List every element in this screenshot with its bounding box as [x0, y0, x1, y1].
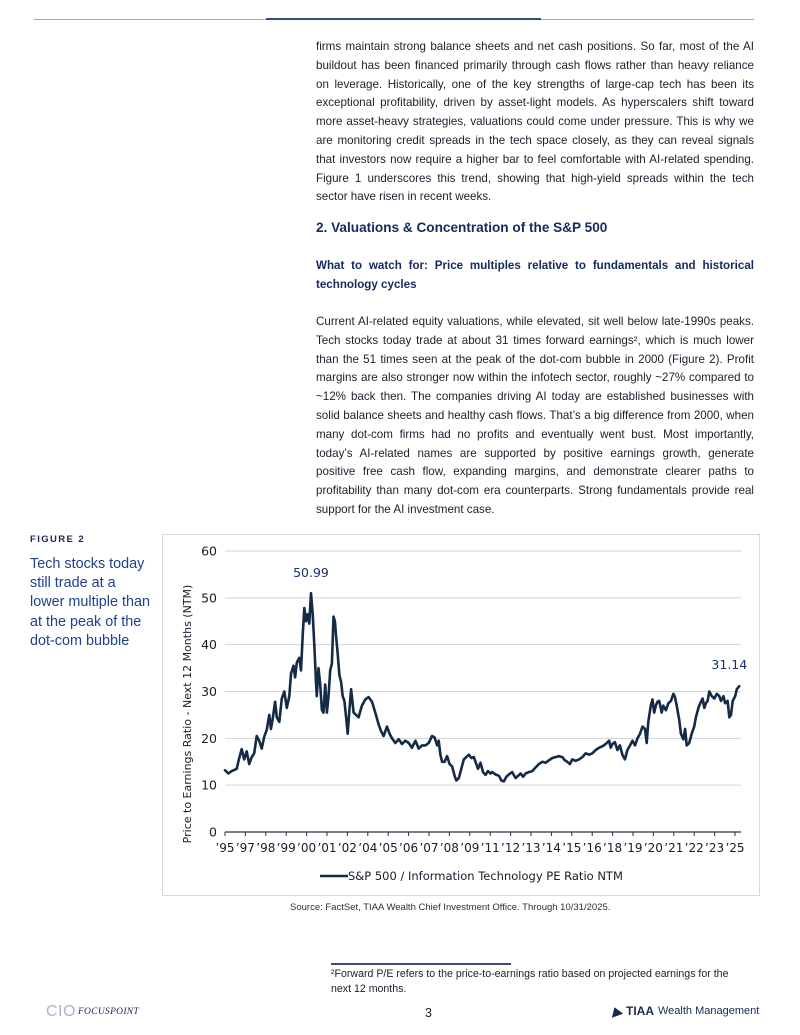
x-tick-label: ’97 — [235, 841, 255, 855]
intro-paragraph: firms maintain strong balance sheets and net cash positions. So far, most of the AI buildout has been financed primarily through cash flows rather than heavy reliance on leverage. Historically, one of the key strengths of large-cap tech has been its exceptional profitability, driven by asset-light models. As hyperscalers shift toward more asset-heavy strategies, valuations could come under pressure. This is why we are monitoring credit spreads in the tech space closely, as they can reveal signals that investors now require a higher bar to feel comfortable with AI-related spending. Figure 1 underscores this trend, showing that high-yield spreads within the tech sector have risen in recent weeks. — [316, 40, 754, 204]
x-tick-label: ’02 — [337, 841, 357, 855]
focuspoint-logo-text: FOCUSPOINT — [77, 1007, 140, 1017]
page-number: 3 — [425, 1006, 432, 1020]
section-heading: 2. Valuations & Concentration of the S&P 500 — [316, 220, 608, 235]
x-tick-labels — [215, 832, 744, 855]
y-axis-label: Price to Earnings Ratio - Next 12 Months (NTM) — [181, 584, 194, 844]
top-rule — [34, 19, 754, 20]
x-tick-label: ’01 — [317, 841, 337, 855]
chart-container — [162, 534, 760, 896]
y-tick-label: 10 — [201, 777, 217, 793]
x-tick-label: ’12 — [501, 841, 521, 855]
figure-caption: Tech stocks today still trade at a lower multiple than at the peak of the dot-com bubble — [30, 556, 150, 649]
y-tick-label: 0 — [209, 824, 217, 840]
x-tick-label: ’22 — [684, 841, 704, 855]
x-tick-label: ’99 — [276, 841, 296, 855]
y-tick-label: 60 — [201, 543, 217, 559]
x-tick-label: ’95 — [215, 841, 235, 855]
x-tick-label: ’00 — [297, 841, 317, 855]
tiaa-arrow-icon — [609, 1005, 623, 1018]
y-tick-labels — [201, 544, 217, 840]
y-tick-label: 20 — [201, 730, 217, 746]
annotation-latest-value: 31.14 — [711, 657, 748, 673]
x-tick-label: ’07 — [419, 841, 439, 855]
x-tick-label: ’05 — [378, 841, 398, 855]
footnote: ²Forward P/E refers to the price-to-earnings ratio based on projected earnings for the next 12 months. — [331, 968, 729, 995]
x-tick-label: ’11 — [480, 841, 500, 855]
x-tick-label: ’23 — [705, 841, 725, 855]
y-tick-label: 40 — [201, 637, 217, 653]
series-line-sp500-infotech — [225, 593, 739, 781]
x-tick-label: ’15 — [562, 841, 582, 855]
footnote-rule — [331, 963, 511, 965]
what-to-watch-for: What to watch for: Price multiples relative to fundamentals and historical technology cycles — [316, 259, 754, 291]
wealth-management-text: Wealth Management — [658, 1005, 760, 1017]
x-tick-label: ’19 — [623, 841, 643, 855]
annotation-peak-value: 50.99 — [293, 565, 329, 581]
tiaa-wealth-logo — [610, 1004, 759, 1018]
x-tick-label: ’08 — [439, 841, 459, 855]
x-tick-label: ’04 — [358, 841, 378, 855]
figure-label: FIGURE 2 — [30, 534, 86, 545]
x-tick-label: ’09 — [460, 841, 480, 855]
x-tick-label: ’13 — [521, 841, 541, 855]
x-tick-label: ’20 — [643, 841, 663, 855]
section-body-paragraph: Current AI-related equity valuations, while elevated, sit well below late-1990s peaks. Tech stocks today trade at about 31 times forward earnings², which is much lower than the 51 times seen at the peak of the dot-com bubble in 2000 (Figure 2). Profit margins are also stronger now within the infotech sector, roughly ~27% compared to ~12% back then. The companies driving AI today are established businesses with solid balance sheets and healthy cash flows. That’s a big difference from 2000, when many dot-com firms had no profits and eventually went bust. Most importantly, today’s AI-related names are supported by positive earnings growth, generate positive free cash flow, expanding margins, and demonstrate clearer paths to profitability than many dot-com era counterparts. Strong fundamentals provide real support for the AI investment case. — [316, 315, 754, 516]
x-tick-label: ’16 — [582, 841, 602, 855]
chart-source: Source: FactSet, TIAA Wealth Chief Investment Office. Through 10/31/2025. — [290, 902, 611, 913]
pe-ratio-chart — [163, 535, 759, 895]
x-tick-label: ’06 — [399, 841, 419, 855]
x-tick-label: ’25 — [725, 841, 745, 855]
tiaa-brand: TIAA — [626, 1004, 654, 1018]
chart-legend — [320, 869, 623, 883]
x-tick-label: ’14 — [541, 841, 561, 855]
cio-focuspoint-logo — [46, 1003, 139, 1021]
cio-logo-text: CIO — [46, 1003, 76, 1020]
x-tick-label: ’98 — [256, 841, 276, 855]
y-tick-label: 50 — [201, 590, 217, 606]
legend-label: S&P 500 / Information Technology PE Ratio NTM — [348, 869, 623, 883]
x-tick-label: ’18 — [603, 841, 623, 855]
y-tick-label: 30 — [201, 684, 217, 699]
x-tick-label: ’21 — [664, 841, 684, 855]
